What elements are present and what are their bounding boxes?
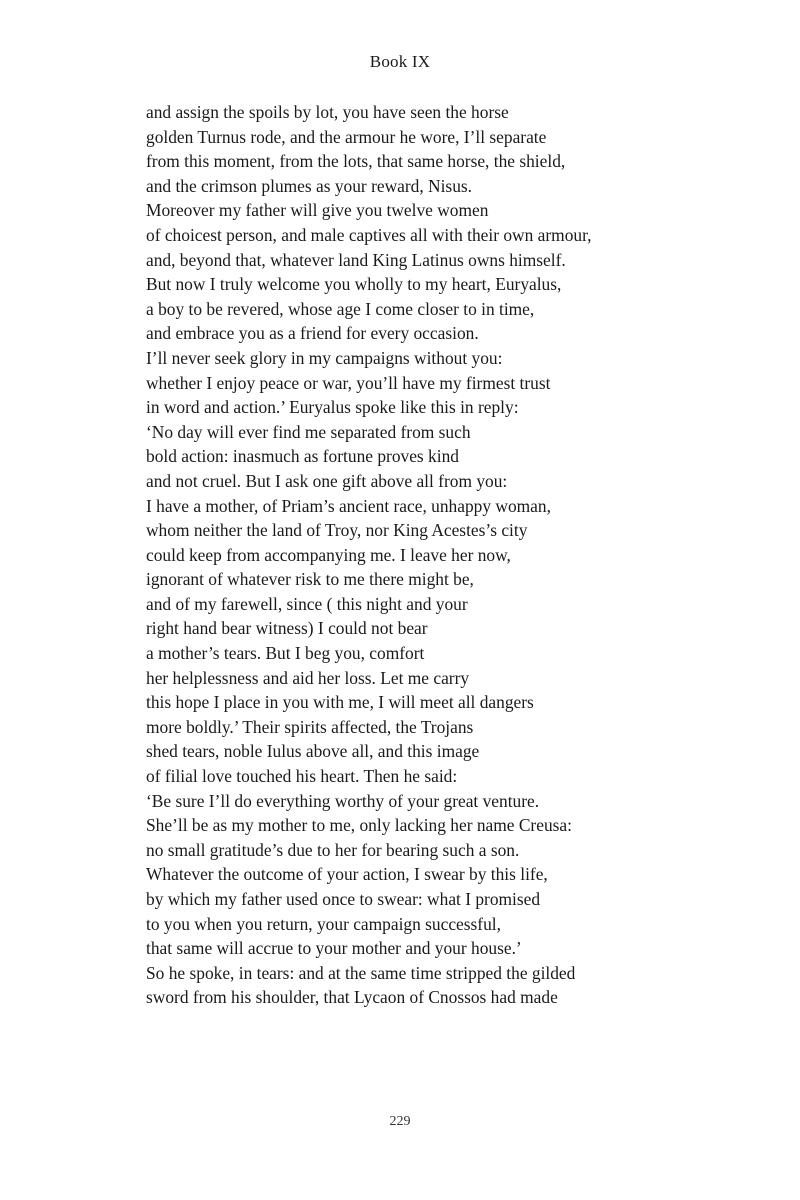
- verse-line: her helplessness and aid her loss. Let me carry: [146, 667, 470, 688]
- verse-line: and, beyond that, whatever land King Latinus owns himself.: [146, 249, 566, 270]
- verse-line: from this moment, from the lots, that same horse, the shield,: [146, 151, 566, 172]
- verse-line: ignorant of whatever risk to me there might be,: [146, 569, 474, 590]
- verse-line: She’ll be as my mother to me, only lacking her name Creusa:: [146, 815, 572, 836]
- verse-line: to you when you return, your campaign successful,: [146, 913, 501, 934]
- verse-line: whether I enjoy peace or war, you’ll have my firmest trust: [146, 372, 551, 393]
- verse-line: sword from his shoulder, that Lycaon of Cnossos had made: [146, 987, 558, 1008]
- verse-line: Moreover my father will give you twelve women: [146, 200, 489, 221]
- verse-line: But now I truly welcome you wholly to my heart, Euryalus,: [146, 274, 562, 295]
- verse-line: of filial love touched his heart. Then he said:: [146, 766, 458, 787]
- verse-line: in word and action.’ Euryalus spoke like this in reply:: [146, 397, 519, 418]
- verse-line: this hope I place in you with me, I will meet all dangers: [146, 692, 534, 713]
- verse-line: that same will accrue to your mother and your house.’: [146, 938, 522, 959]
- verse-line: more boldly.’ Their spirits affected, the Trojans: [146, 716, 474, 737]
- verse-line: I’ll never seek glory in my campaigns without you:: [146, 347, 503, 368]
- verse-line: So he spoke, in tears: and at the same time stripped the gilded: [146, 962, 576, 983]
- verse-line: Whatever the outcome of your action, I swear by this life,: [146, 864, 548, 885]
- verse-line: whom neither the land of Troy, nor King Acestes’s city: [146, 520, 528, 541]
- verse-line: bold action: inasmuch as fortune proves kind: [146, 446, 459, 467]
- verse-line: a mother’s tears. But I beg you, comfort: [146, 643, 425, 664]
- verse-body: [146, 100, 766, 1010]
- verse-line: and not cruel. But I ask one gift above all from you:: [146, 470, 508, 491]
- verse-line: of choicest person, and male captives all with their own armour,: [146, 224, 592, 245]
- verse-line: and the crimson plumes as your reward, Nisus.: [146, 175, 473, 196]
- verse-line: ‘No day will ever find me separated from such: [146, 421, 471, 442]
- verse-line: by which my father used once to swear: what I promised: [146, 889, 541, 909]
- verse-line: no small gratitude’s due to her for bearing such a son.: [146, 839, 520, 860]
- verse-line: a boy to be revered, whose age I come closer to in time,: [146, 298, 535, 319]
- verse-line: could keep from accompanying me. I leave her now,: [146, 544, 511, 565]
- verse-line: ‘Be sure I’ll do everything worthy of your great venture.: [146, 790, 540, 811]
- verse-line: I have a mother, of Priam’s ancient race, unhappy woman,: [146, 495, 551, 516]
- verse-line: right hand bear witness) I could not bear: [146, 618, 428, 639]
- verse-line: and assign the spoils by lot, you have seen the horse: [146, 102, 509, 122]
- verse-line: shed tears, noble Iulus above all, and this image: [146, 741, 480, 762]
- running-title: Book IX: [369, 52, 431, 71]
- page-number: 229: [389, 1114, 411, 1129]
- verse-line: and of my farewell, since ( this night and your: [146, 593, 468, 614]
- verse-line: golden Turnus rode, and the armour he wore, I’ll separate: [146, 126, 547, 147]
- verse-line: and embrace you as a friend for every occasion.: [146, 323, 479, 344]
